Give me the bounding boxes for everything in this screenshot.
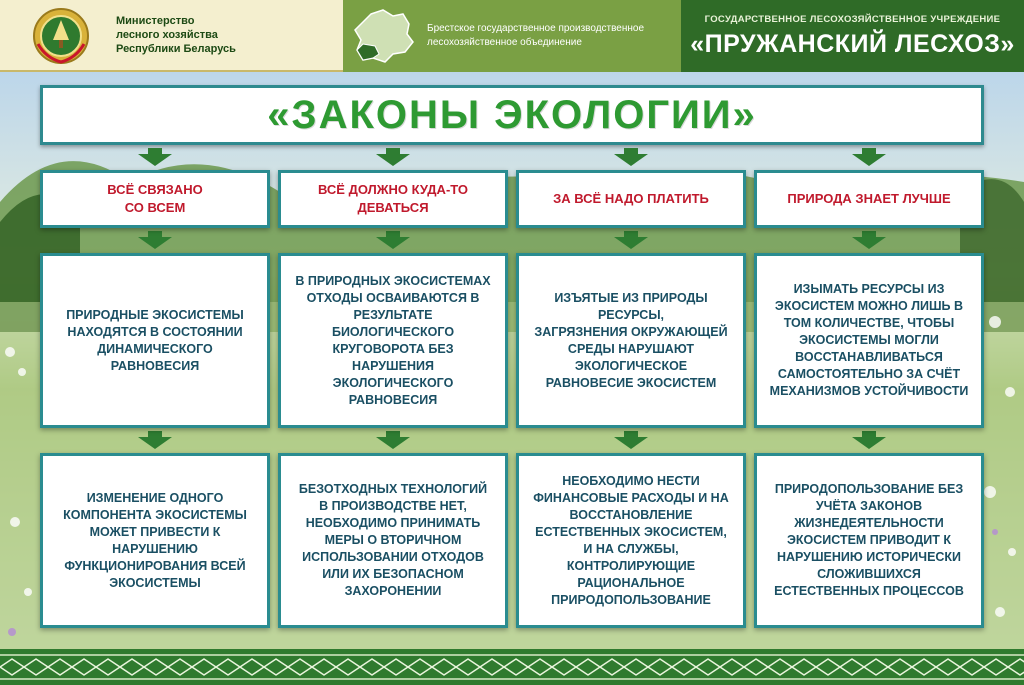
down-arrow-icon xyxy=(614,148,648,166)
text-line: БИОЛОГИЧЕСКОГО xyxy=(331,324,455,339)
text-line: РЕСУРСЫ, xyxy=(597,307,665,322)
description-box xyxy=(40,253,270,428)
text-line: ВОССТАНОВЛЕНИЕ xyxy=(569,507,693,522)
header xyxy=(0,0,1024,72)
text-line: ЕСТЕСТВЕННЫХ ПРОЦЕССОВ xyxy=(774,584,964,598)
text-line: ВОССТАНАВЛИВАТЬСЯ xyxy=(795,350,943,364)
text-line: В ПРИРОДНЫХ ЭКОСИСТЕМАХ xyxy=(295,273,491,288)
down-arrow-icon xyxy=(852,431,886,449)
ministry-panel xyxy=(0,0,343,72)
law-box xyxy=(40,170,270,228)
consequence-text xyxy=(764,481,974,600)
down-arrow-icon xyxy=(138,231,172,249)
text-line: ВСЁ ДОЛЖНО КУДА-ТО xyxy=(317,182,468,197)
down-arrow-icon xyxy=(376,148,410,166)
text-line: ЭКОСИСТЕМ МОЖНО ЛИШЬ В xyxy=(774,299,964,313)
text-line: ЕСТЕСТВЕННЫХ ЭКОСИСТЕМ, xyxy=(535,524,727,539)
text-line: СО ВСЕМ xyxy=(124,200,186,215)
down-arrow-icon xyxy=(138,148,172,166)
coat-of-arms-icon xyxy=(32,6,90,66)
title-banner xyxy=(40,85,984,145)
down-arrow-icon xyxy=(852,231,886,249)
text-line: СРЕДЫ НАРУШАЮТ xyxy=(567,341,695,356)
text-line: РАВНОВЕСИЕ ЭКОСИСТЕМ xyxy=(545,375,717,390)
description-text xyxy=(524,290,737,392)
consequence-text xyxy=(53,490,257,592)
leshoz-panel xyxy=(681,0,1024,72)
down-arrow-icon xyxy=(614,431,648,449)
brest-line: лесохозяйственное объединение xyxy=(427,37,582,48)
text-line: КРУГОВОРОТА БЕЗ xyxy=(332,341,454,356)
brest-panel xyxy=(343,0,681,72)
ministry-line: Министерство xyxy=(116,15,195,27)
law-box xyxy=(516,170,746,228)
law-box xyxy=(754,170,984,228)
text-line: РЕЗУЛЬТАТЕ xyxy=(353,307,433,322)
law-text xyxy=(310,181,476,217)
text-line: ПРИРОДА ЗНАЕТ ЛУЧШЕ xyxy=(787,191,951,206)
text-line: ЭКОСИСТЕМЫ МОГЛИ xyxy=(799,333,939,347)
law-text xyxy=(99,181,210,217)
belarus-map-icon xyxy=(353,8,415,64)
text-line: ДИНАМИЧЕСКОГО xyxy=(97,341,213,356)
brest-line: Брестское государственное производственное xyxy=(427,23,645,34)
text-line: ВСЁ СВЯЗАНО xyxy=(107,182,203,197)
page-title: «ЗАКОНЫ ЭКОЛОГИИ» xyxy=(267,93,757,137)
down-arrow-icon xyxy=(852,148,886,166)
consequence-text xyxy=(289,481,497,600)
text-line: В ПРОИЗВОДСТВЕ НЕТ, xyxy=(319,499,467,513)
text-line: САМОСТОЯТЕЛЬНО ЗА СЧЁТ xyxy=(777,367,961,381)
description-text xyxy=(760,281,979,400)
description-box xyxy=(754,253,984,428)
text-line: ПРИРОДНЫЕ ЭКОСИСТЕМЫ xyxy=(66,307,244,322)
brest-association-name xyxy=(427,22,677,50)
gov-institution-label: ГОСУДАРСТВЕННОЕ ЛЕСОХОЗЯЙСТВЕННОЕ УЧРЕЖДЕНИЕ xyxy=(704,14,1001,25)
ministry-line: лесного хозяйства xyxy=(116,29,218,41)
text-line: ИЛИ ИХ БЕЗОПАСНОМ xyxy=(322,567,464,581)
text-line: НАРУШЕНИЮ ИСТОРИЧЕСКИ xyxy=(776,550,962,564)
text-line: УЧЁТА ЗАКОНОВ xyxy=(815,499,923,513)
text-line: КОНТРОЛИРУЮЩИЕ xyxy=(566,558,696,573)
text-line: НАРУШЕНИЮ xyxy=(112,541,198,556)
text-line: ЭКОЛОГИЧЕСКОЕ xyxy=(574,358,688,373)
text-line: ДЕВАТЬСЯ xyxy=(357,200,429,215)
law-text xyxy=(545,190,717,208)
description-text xyxy=(285,273,500,409)
text-line: ИСПОЛЬЗОВАНИИ ОТХОДОВ xyxy=(302,550,484,564)
ministry-line: Республики Беларусь xyxy=(116,43,236,55)
text-line: РАВНОВЕСИЯ xyxy=(348,392,438,407)
law-box xyxy=(278,170,508,228)
text-line: ЭКОСИСТЕМ ПРИВОДИТ К xyxy=(786,533,952,547)
text-line: МЕРЫ О ВТОРИЧНОМ xyxy=(324,533,462,547)
text-line: ФУНКЦИОНИРОВАНИЯ ВСЕЙ xyxy=(64,558,246,573)
text-line: ОТХОДЫ ОСВАИВАЮТСЯ В xyxy=(306,290,480,305)
description-text xyxy=(56,307,254,375)
consequence-text xyxy=(523,473,738,609)
ministry-name xyxy=(116,14,316,56)
text-line: НАХОДЯТСЯ В СОСТОЯНИИ xyxy=(67,324,243,339)
leshoz-name: «ПРУЖАНСКИЙ ЛЕСХОЗ» xyxy=(690,30,1015,58)
text-line: ЗАХОРОНЕНИИ xyxy=(344,584,442,598)
text-line: ТОМ КОЛИЧЕСТВЕ, ЧТОБЫ xyxy=(783,316,955,330)
down-arrow-icon xyxy=(376,431,410,449)
consequence-box xyxy=(278,453,508,628)
consequence-box xyxy=(40,453,270,628)
down-arrow-icon xyxy=(138,431,172,449)
text-line: ИЗЪЯТЫЕ ИЗ ПРИРОДЫ xyxy=(554,290,708,305)
consequence-box xyxy=(516,453,746,628)
text-line: НАРУШЕНИЯ xyxy=(352,358,434,373)
text-line: ФИНАНСОВЫЕ РАСХОДЫ И НА xyxy=(533,490,729,505)
text-line: НЕОБХОДИМО НЕСТИ xyxy=(562,473,700,488)
text-line: ИЗМЕНЕНИЕ ОДНОГО xyxy=(86,490,224,505)
down-arrow-icon xyxy=(614,231,648,249)
text-line: ПРИРОДОПОЛЬЗОВАНИЕ xyxy=(551,592,711,607)
text-line: ЗАГРЯЗНЕНИЯ ОКРУЖАЮЩЕЙ xyxy=(534,324,728,339)
text-line: КОМПОНЕНТА ЭКОСИСТЕМЫ xyxy=(63,507,247,522)
text-line: МЕХАНИЗМОВ УСТОЙЧИВОСТИ xyxy=(769,384,969,398)
text-line: ИЗЫМАТЬ РЕСУРСЫ ИЗ xyxy=(793,282,945,296)
text-line: ЭКОЛОГИЧЕСКОГО xyxy=(332,375,454,390)
text-line: ЖИЗНЕДЕЯТЕЛЬНОСТИ xyxy=(794,516,944,530)
consequence-box xyxy=(754,453,984,628)
ornament-footer xyxy=(0,649,1024,685)
text-line: НЕОБХОДИМО ПРИНИМАТЬ xyxy=(305,516,481,530)
text-line: СЛОЖИВШИХСЯ xyxy=(817,567,921,581)
text-line: РАЦИОНАЛЬНОЕ xyxy=(577,575,685,590)
text-line: МОЖЕТ ПРИВЕСТИ К xyxy=(89,524,221,539)
description-box xyxy=(516,253,746,428)
law-text xyxy=(779,190,958,208)
text-line: ЭКОСИСТЕМЫ xyxy=(109,575,201,590)
text-line: И НА СЛУЖБЫ, xyxy=(583,541,679,556)
text-line: РАВНОВЕСИЯ xyxy=(110,358,200,373)
down-arrow-icon xyxy=(376,231,410,249)
description-box xyxy=(278,253,508,428)
text-line: ПРИРОДОПОЛЬЗОВАНИЕ БЕЗ xyxy=(774,482,964,496)
text-line: БЕЗОТХОДНЫХ ТЕХНОЛОГИЙ xyxy=(298,482,488,496)
text-line: ЗА ВСЁ НАДО ПЛАТИТЬ xyxy=(553,191,709,206)
